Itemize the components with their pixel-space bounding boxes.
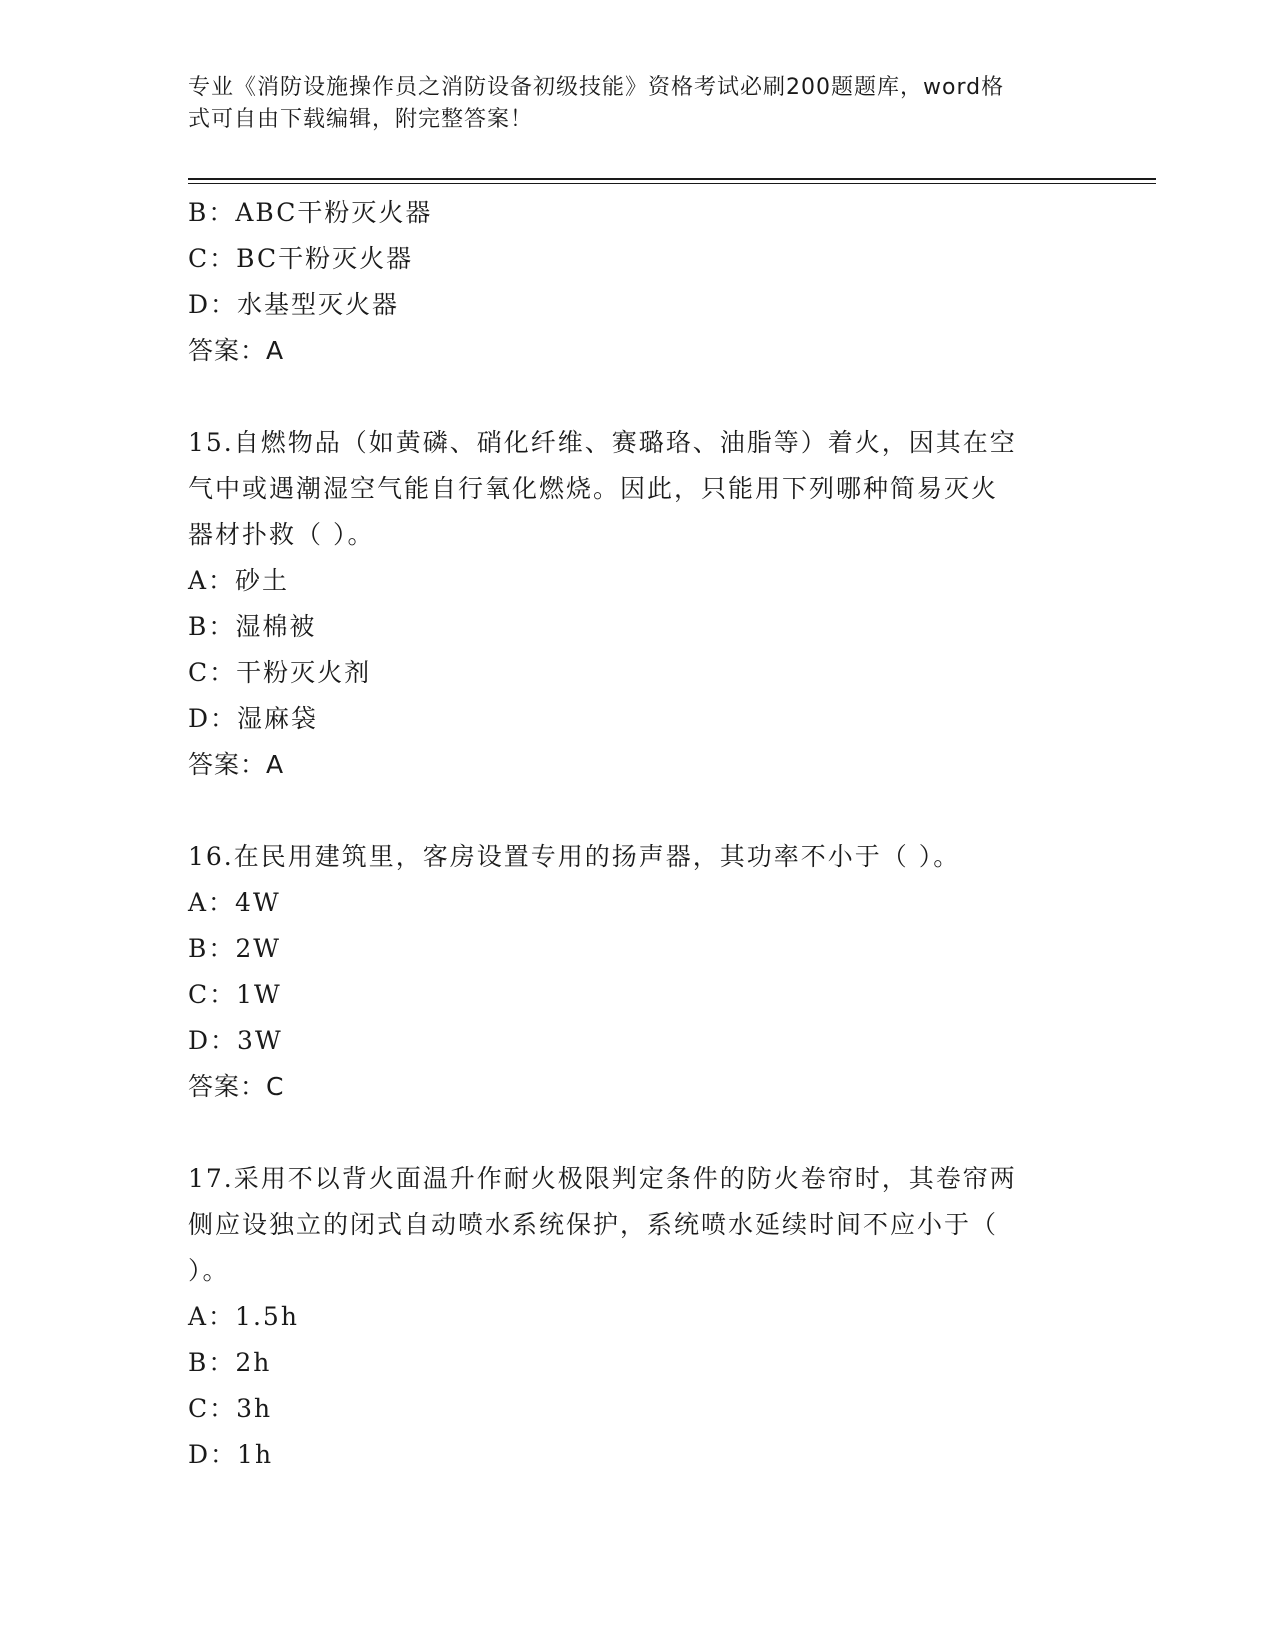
question-16 <box>188 834 1088 1110</box>
answer-line: 答案：C <box>188 1072 285 1101</box>
question-text-line: 16.在民用建筑里，客房设置专用的扬声器，其功率不小于（ ）。 <box>188 842 961 871</box>
spacer <box>188 788 1088 834</box>
option-b: B：湿棉被 <box>188 612 317 641</box>
option-a: A：砂土 <box>188 566 290 595</box>
spacer <box>188 374 1088 420</box>
option-a: A：1.5h <box>188 1302 299 1331</box>
header-divider-thin <box>188 183 1156 184</box>
question-text-line: 15.自燃物品（如黄磷、硝化纤维、赛璐珞、油脂等）着火，因其在空 <box>188 428 1017 457</box>
question-15 <box>188 420 1088 788</box>
option-d: D：1h <box>188 1440 274 1469</box>
option-c: C：3h <box>188 1394 273 1423</box>
option-b: B：2h <box>188 1348 272 1377</box>
header-divider-thick <box>188 178 1156 180</box>
question-list <box>188 190 1088 1478</box>
question-text-line: 侧应设独立的闭式自动喷水系统保护，系统喷水延续时间不应小于（ <box>188 1210 999 1239</box>
option-b: B：2W <box>188 934 281 963</box>
spacer <box>188 1110 1088 1156</box>
document-header <box>188 72 1068 136</box>
answer-line: 答案：A <box>188 750 285 779</box>
question-text-line: 气中或遇潮湿空气能自行氧化燃烧。因此，只能用下列哪种简易灭火 <box>188 474 999 503</box>
option-c: C：BC干粉灭火器 <box>188 244 414 273</box>
option-d: D：湿麻袋 <box>188 704 319 733</box>
question-14-tail <box>188 190 1088 374</box>
header-line-2: 式可自由下载编辑，附完整答案！ <box>188 107 534 132</box>
option-c: C：1W <box>188 980 282 1009</box>
option-b: B：ABC干粉灭火器 <box>188 198 433 227</box>
option-d: D：3W <box>188 1026 283 1055</box>
question-text-line: 器材扑救（ ）。 <box>188 520 375 549</box>
question-17 <box>188 1156 1088 1478</box>
header-line-1: 专业《消防设施操作员之消防设备初级技能》资格考试必刷200题题库，word格 <box>188 75 1005 100</box>
question-text-line: 17.采用不以背火面温升作耐火极限判定条件的防火卷帘时，其卷帘两 <box>188 1164 1017 1193</box>
answer-line: 答案：A <box>188 336 285 365</box>
question-text-line: ）。 <box>188 1256 230 1285</box>
option-c: C：干粉灭火剂 <box>188 658 372 687</box>
option-a: A：4W <box>188 888 281 917</box>
option-d: D：水基型灭火器 <box>188 290 400 319</box>
